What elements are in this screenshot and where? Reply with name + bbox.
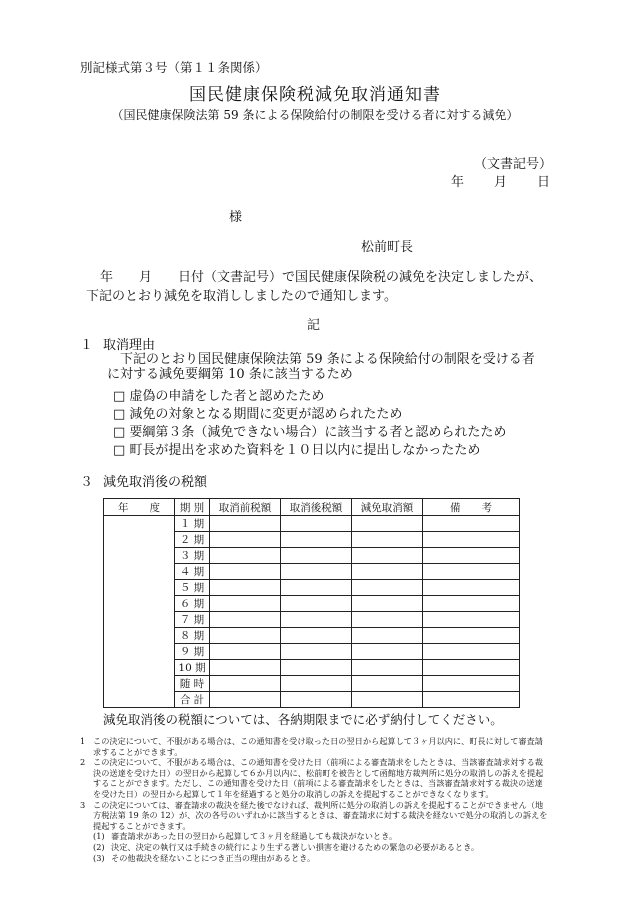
table-row — [104, 548, 520, 564]
header-period: 期 別 — [175, 499, 210, 516]
subnote-item — [80, 853, 550, 864]
notes-block — [80, 736, 550, 863]
subnote-item — [80, 842, 550, 853]
subnote-text: 審査請求があった日の翌日から起算して３ヶ月を経過しても裁決がないとき。 — [111, 831, 398, 842]
date-line — [451, 171, 550, 190]
subnote-number: (2) — [93, 841, 105, 852]
header-before: 取消前税額 — [210, 499, 281, 516]
period-cell: ６ 期 — [175, 596, 210, 612]
period-cell: 合 計 — [175, 692, 210, 708]
check-item: □ 要綱第３条（減免できない場合）に該当する者と認められたため — [113, 425, 507, 440]
table-header-row — [104, 499, 520, 516]
subnote-number: (1) — [93, 831, 105, 842]
period-cell: ５ 期 — [175, 580, 210, 596]
table-row — [104, 628, 520, 644]
table-row — [104, 516, 520, 532]
section1-text-1: 下記のとおり国民健康保険法第 59 条による保険給付の制限を受ける者 — [120, 352, 535, 367]
check-item: □ 虚偽の申請をした者と認めたため — [113, 389, 325, 404]
page-subtitle: （国民健康保険法第 59 条による保険給付の制限を受ける者に対する減免） — [111, 108, 519, 122]
note-number: 2 — [80, 757, 86, 768]
header-year: 年 度 — [104, 499, 175, 516]
form-number: 別記様式第３号（第１１条関係） — [80, 60, 268, 75]
period-cell: ７ 期 — [175, 612, 210, 628]
period-cell: ２ 期 — [175, 532, 210, 548]
period-cell: ８ 期 — [175, 628, 210, 644]
period-cell: ４ 期 — [175, 564, 210, 580]
subnote-number: (3) — [93, 852, 105, 863]
date-day: 日 — [536, 175, 550, 190]
check-item: □ 減免の対象となる期間に変更が認められたため — [113, 407, 403, 422]
table-row — [104, 676, 520, 692]
header-after: 取消後税額 — [281, 499, 352, 516]
period-cell: 随 時 — [175, 676, 210, 692]
note-number: 3 — [80, 799, 86, 810]
body-line-1: 年 月 日付（文書記号）で国民健康保険税の減免を決定しましたが、 — [100, 270, 543, 285]
subnote-text: その他裁決を経ないことにつき正当の理由があるとき。 — [111, 852, 316, 863]
section1-number: １ — [80, 338, 94, 353]
section3-number: ３ — [80, 475, 94, 490]
table-row — [104, 596, 520, 612]
period-cell: 10 期 — [175, 660, 210, 676]
addressee-suffix: 様 — [229, 210, 243, 225]
note-number: 1 — [80, 736, 86, 746]
note-text: この決定については、審査請求の裁決を経た後でなければ、裁判所に処分の取消しの訴えを提起することができません（地方税法第 19 条の 12）が、次の各号のいずれかに該当するときは、審査請求に対する裁決を経ないで処分の取消しの訴えを提起することができます。 — [93, 799, 548, 831]
table-row — [104, 532, 520, 548]
date-month: 月 — [493, 175, 507, 190]
sender: 松前町長 — [361, 240, 414, 255]
document-number: （文書記号） — [473, 157, 552, 172]
header-remarks: 備 考 — [423, 499, 520, 516]
section3-title: 減免取消後の税額 — [103, 475, 208, 490]
table-row — [104, 580, 520, 596]
note-text: この決定について、不服がある場合は、この通知書を受け取った日の翌日から起算して３ヶ月以内に、町長に対して審査請求することができます。 — [93, 736, 543, 757]
period-cell: ９ 期 — [175, 644, 210, 660]
table-row — [104, 612, 520, 628]
check-item: □ 町長が提出を求めた資料を１０日以内に提出しなかったため — [113, 443, 481, 458]
header-cancel-amount: 減免取消額 — [352, 499, 423, 516]
body-line-2: 下記のとおり減免を取消ししましたので通知します。 — [86, 289, 397, 304]
section1-text-2: に対する減免要綱第 10 条に該当するため — [107, 367, 353, 382]
table-row — [104, 692, 520, 708]
table-row — [104, 660, 520, 676]
table-row — [104, 564, 520, 580]
note-item — [80, 736, 550, 757]
note-text: この決定について、不服がある場合は、この通知書を受けた日（前項による審査請求をしたときは、当該審査請求対する裁決の送達を受けた日）の翌日から起算して６か月以内に、松前町を被告として函館地方裁判所に処分の取消しの訴えを提起することができます。ただし、この通知書を受けた日（前項による審査請求をしたときは、当該審査請求対する裁決の送達を受けた日）の翌日から起算して１年を経過すると処分の取消しの訴えを提起することができなくなります。 — [93, 757, 544, 799]
section1-title: 取消理由 — [103, 338, 156, 353]
table-row — [104, 644, 520, 660]
tax-table — [103, 498, 520, 708]
period-cell: １ 期 — [175, 516, 210, 532]
subnote-text: 決定、決定の執行又は手続きの続行により生ずる著しい損害を避けるための緊急の必要があるとき。 — [111, 841, 480, 852]
payment-note: 減免取消後の税額については、各納期限までに必ず納付してください。 — [103, 712, 503, 727]
page-title: 国民健康保険税減免取消通知書 — [189, 85, 441, 105]
subnote-item — [80, 831, 550, 842]
note-item — [80, 757, 550, 799]
ki-heading: 記 — [307, 318, 321, 333]
date-year: 年 — [450, 175, 464, 190]
note-item — [80, 800, 550, 832]
period-cell: ３ 期 — [175, 548, 210, 564]
